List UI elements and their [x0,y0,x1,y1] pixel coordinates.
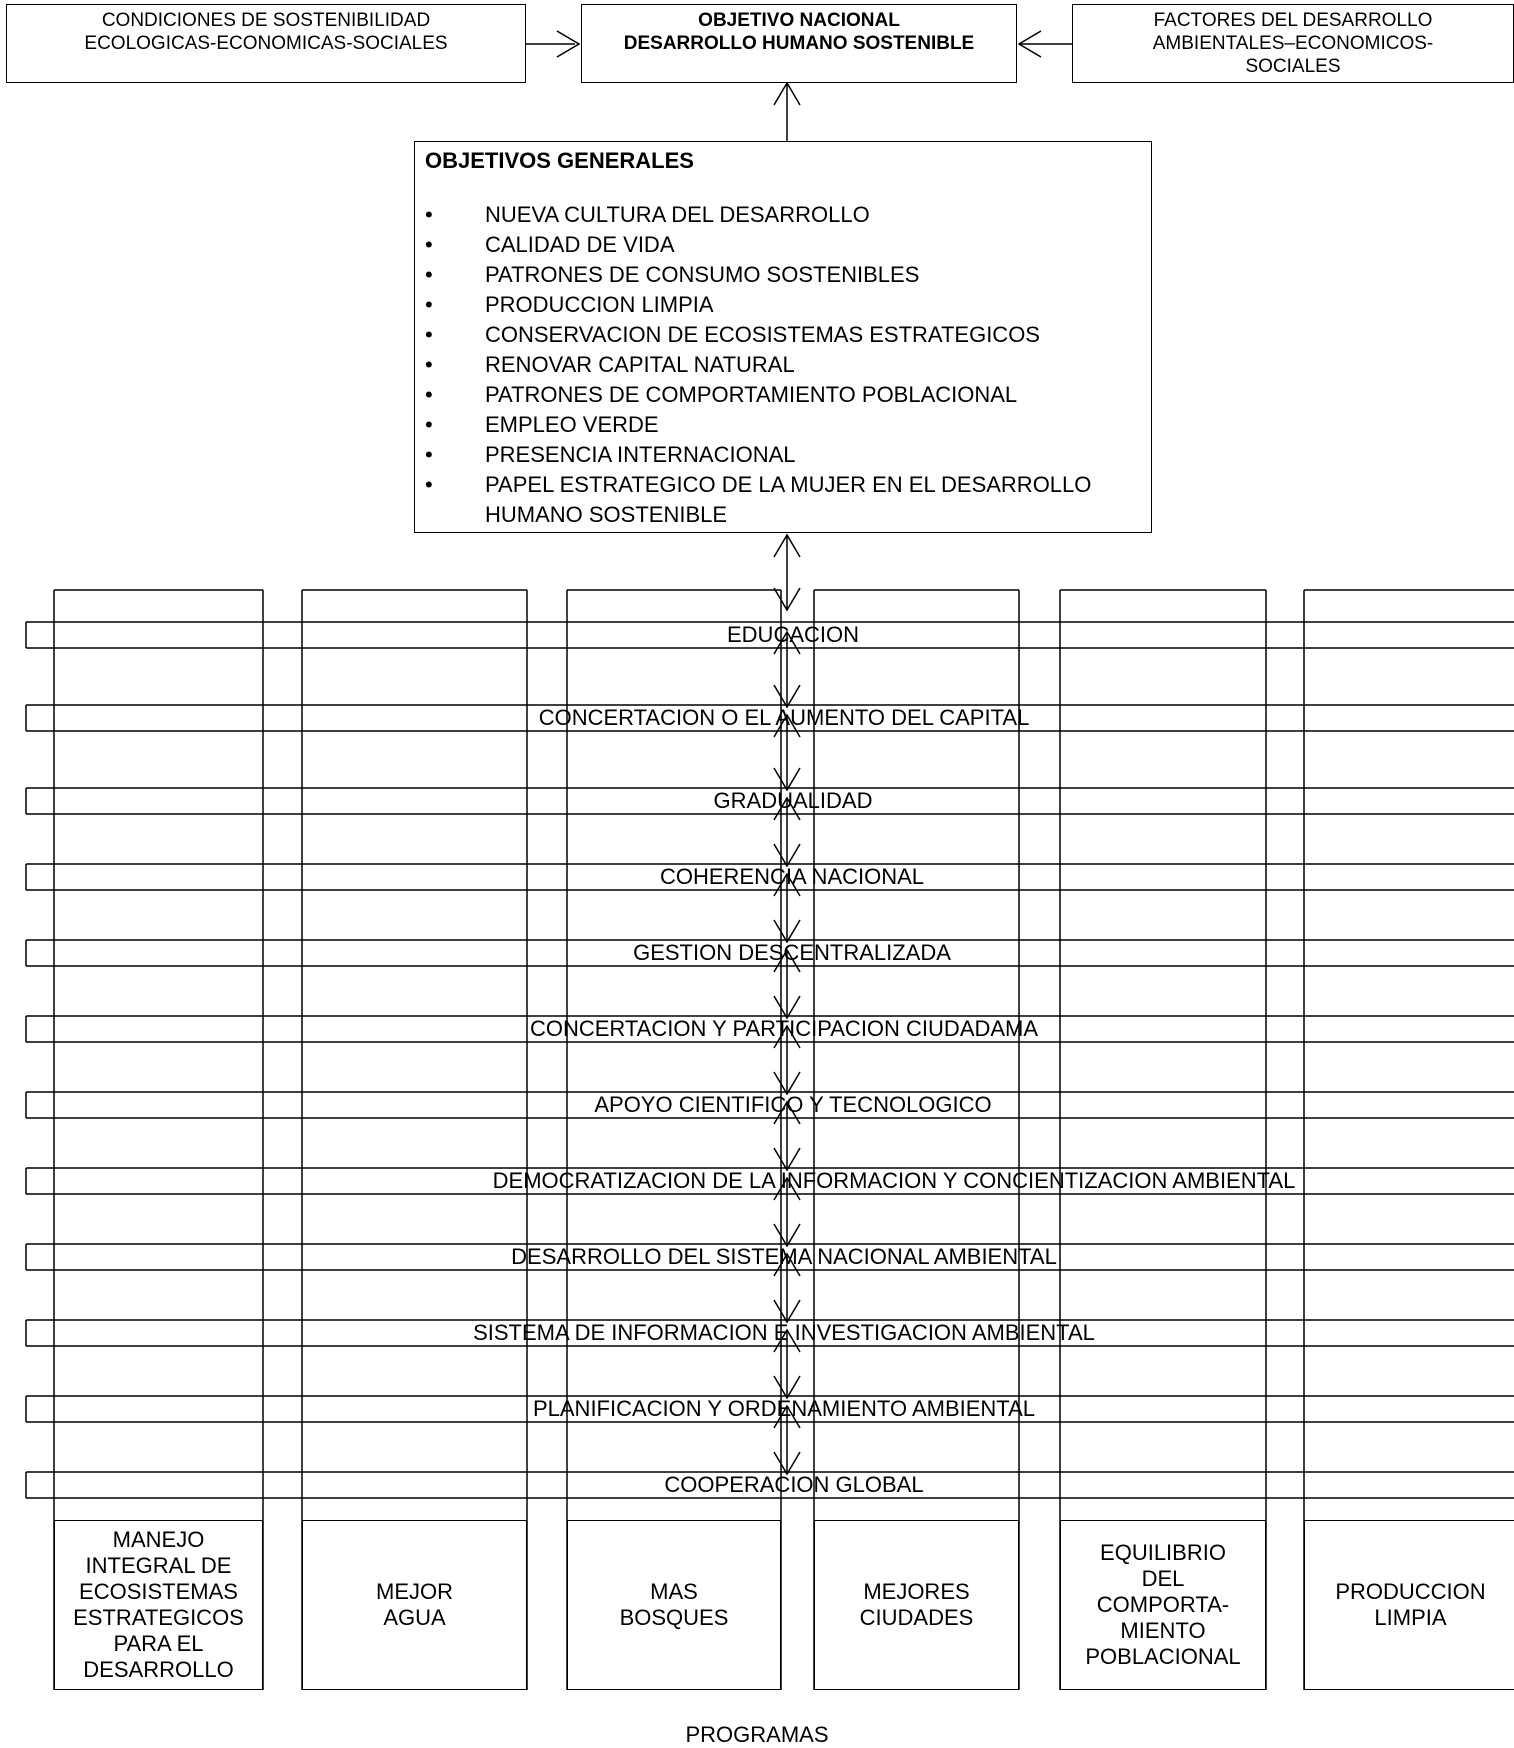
strategy-label: COHERENCIA NACIONAL [659,864,925,889]
list-item: • PRESENCIA INTERNACIONAL [425,440,1141,470]
box-line: ECOLOGICAS-ECONOMICAS-SOCIALES [84,33,448,54]
program-label-line: ESTRATEGICOS [73,1605,244,1630]
box-line: OBJETIVO NACIONAL [698,10,900,31]
program-label-line: LIMPIA [1374,1605,1447,1630]
program-label-line: EQUILIBRIO [1100,1540,1226,1565]
program-box [54,1520,263,1690]
list-item: • PATRONES DE COMPORTAMIENTO POBLACIONAL [425,380,1141,410]
strategy-label: EDUCACION [726,622,860,647]
program-label-line: PARA EL [113,1631,204,1656]
box-line: DESARROLLO HUMANO SOSTENIBLE [623,33,975,54]
strategy-label: CONCERTACION Y PARTICIPACION CIUDADAMA [529,1016,1039,1041]
national-objective-box [581,4,1017,83]
list-item: • PAPEL ESTRATEGICO DE LA MUJER EN EL DESARROLLO HUMANO SOSTENIBLE [425,470,1141,530]
program-label-line: MAS [650,1579,698,1604]
program-label-line: MANEJO [112,1527,205,1552]
box-line: CONDICIONES DE SOSTENIBILIDAD [101,10,431,31]
general-objectives-box [414,141,1152,533]
program-box [567,1520,781,1690]
program-label-line: MEJORES [863,1579,970,1604]
list-item: • CALIDAD DE VIDA [425,230,1141,260]
general-objectives-title: OBJETIVOS GENERALES [425,148,694,173]
strategy-label: APOYO CIENTIFICO Y TECNOLOGICO [594,1092,992,1117]
program-label-line: ECOSISTEMAS [79,1579,238,1604]
program-label-line: POBLACIONAL [1085,1644,1241,1669]
list-item: • EMPLEO VERDE [425,410,1141,440]
box-line: AMBIENTALES–ECONOMICOS- [1152,33,1434,54]
program-label-line: COMPORTA- [1096,1592,1230,1617]
general-objectives-list [425,200,1141,530]
program-label-line: MIENTO [1120,1618,1206,1643]
program-label-line: BOSQUES [619,1605,729,1630]
development-factors-box [1072,4,1514,83]
strategy-label: PLANIFICACION Y ORDENAMIENTO AMBIENTAL [532,1396,1036,1421]
program-label-line: AGUA [383,1605,446,1630]
strategy-label: SISTEMA DE INFORMACION E INVESTIGACION AMBIENTAL [473,1320,1095,1345]
program-label-line: MEJOR [376,1579,453,1604]
list-item: • PRODUCCION LIMPIA [425,290,1141,320]
program-label-line: INTEGRAL DE [85,1553,232,1578]
program-box [814,1520,1019,1690]
strategy-label: DEMOCRATIZACION DE LA INFORMACION Y CONCIENTIZACION AMBIENTAL [492,1168,1296,1193]
programs-caption: PROGRAMAS [685,1722,829,1747]
strategy-label: DESARROLLO DEL SISTEMA NACIONAL AMBIENTAL [511,1244,1057,1269]
sustainability-conditions-box [6,4,526,83]
program-label-line: PRODUCCION [1335,1579,1486,1604]
strategy-label: COOPERACION GLOBAL [664,1472,924,1497]
program-label-line: DESARROLLO [83,1657,234,1682]
program-box [302,1520,527,1690]
program-box [1304,1520,1514,1690]
list-item: • PATRONES DE CONSUMO SOSTENIBLES [425,260,1141,290]
strategy-label: GESTION DESCENTRALIZADA [633,940,951,965]
box-line: SOCIALES [1245,56,1341,77]
list-item: • NUEVA CULTURA DEL DESARROLLO [425,200,1141,230]
box-line: FACTORES DEL DESARROLLO [1153,10,1433,31]
strategy-label: CONCERTACION O EL AUMENTO DEL CAPITAL [538,705,1030,730]
program-label-line: CIUDADES [859,1605,974,1630]
strategy-label: GRADUALIDAD [713,788,873,813]
list-item: • RENOVAR CAPITAL NATURAL [425,350,1141,380]
program-box [1060,1520,1266,1690]
list-item: • CONSERVACION DE ECOSISTEMAS ESTRATEGICOS [425,320,1141,350]
program-label-line: DEL [1141,1566,1185,1591]
